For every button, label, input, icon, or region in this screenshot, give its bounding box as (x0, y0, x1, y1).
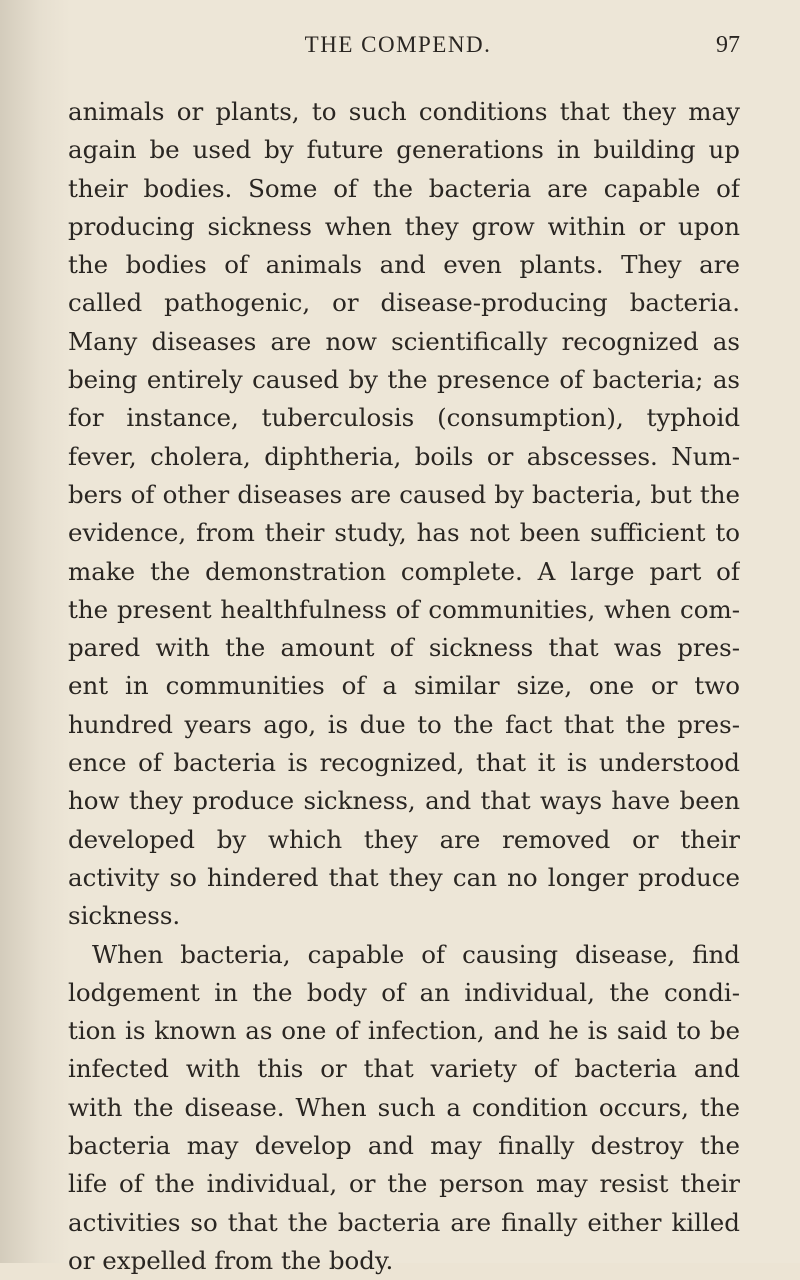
body-text (68, 93, 740, 1280)
page-number: 97 (716, 32, 740, 58)
page-header (0, 32, 800, 62)
running-title: THE COMPEND. (304, 32, 492, 57)
text-line: ent in communities of a similar size, one or two (68, 671, 740, 701)
text-line: fever, cholera, diphtheria, boils or abscesses. Num- (68, 441, 740, 471)
text-line: make the demonstration complete. A large part of (68, 556, 740, 586)
text-line: life of the individual, or the person may resist their (68, 1169, 740, 1199)
text-line: again be used by future generations in building up (68, 135, 740, 165)
text-line: the present healthfulness of communities, when com- (68, 594, 740, 624)
text-line: pared with the amount of sickness that was pres- (68, 633, 740, 663)
text-line: the bodies of animals and even plants. They are (68, 250, 740, 280)
paragraph-2 (68, 936, 740, 1280)
text-line: infected with this or that variety of bacteria and (68, 1054, 740, 1084)
text-line: called pathogenic, or disease-producing bacteria. (68, 288, 740, 318)
text-line: bacteria may develop and may finally destroy the (68, 1131, 740, 1161)
text-line: ence of bacteria is recognized, that it is understood (68, 748, 740, 778)
text-line: for instance, tuberculosis (consumption), typhoid (68, 403, 740, 433)
text-line: When bacteria, capable of causing disease, find (92, 939, 740, 969)
text-line: how they produce sickness, and that ways have been (68, 786, 740, 816)
text-line: activity so hindered that they can no longer produce (68, 862, 740, 892)
text-line: tion is known as one of infection, and he is said to be (68, 1016, 740, 1046)
text-line: hundred years ago, is due to the fact that the pres- (68, 709, 740, 739)
text-line: lodgement in the body of an individual, the condi- (68, 977, 740, 1007)
text-line: Many diseases are now scientifically recognized as (68, 326, 740, 356)
text-line: being entirely caused by the presence of bacteria; as (68, 365, 740, 395)
paragraph-1 (68, 93, 740, 936)
text-line: evidence, from their study, has not been sufficient to (68, 518, 740, 548)
text-line: producing sickness when they grow within or upon (68, 211, 740, 241)
text-line: with the disease. When such a condition occurs, the (68, 1092, 740, 1122)
text-line: developed by which they are removed or their (68, 824, 740, 854)
text-line: or expelled from the body. (68, 1245, 394, 1275)
text-line: animals or plants, to such conditions that they may (68, 97, 740, 126)
text-line: bers of other diseases are caused by bacteria, but the (68, 479, 740, 509)
text-line: sickness. (68, 901, 181, 931)
text-line: their bodies. Some of the bacteria are capable of (68, 173, 740, 203)
text-line: activities so that the bacteria are finally either killed (68, 1207, 740, 1237)
